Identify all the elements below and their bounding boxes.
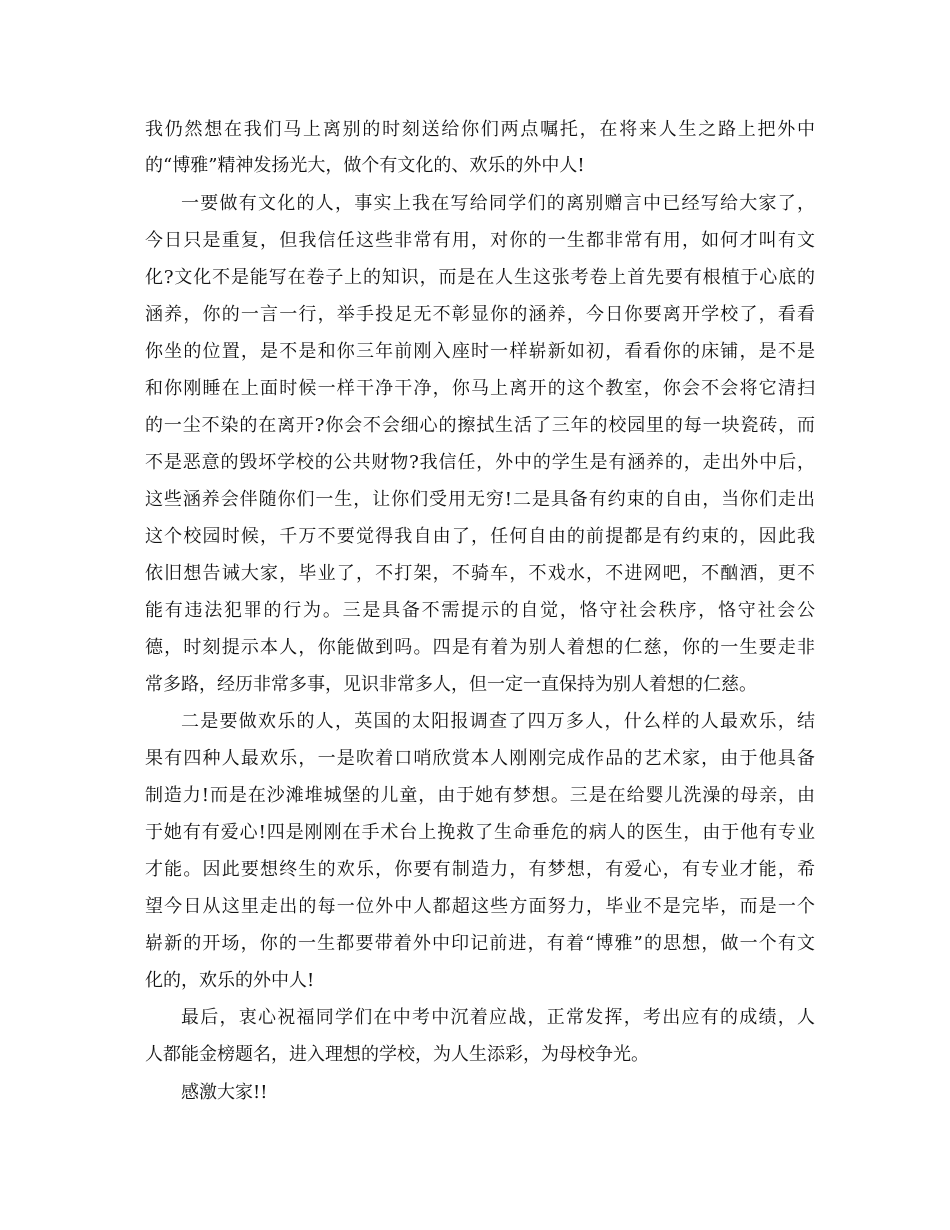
text-line: 今日只是重复，但我信任这些非常有用，对你的一生都非常有用，如何才叫有文 [145,230,815,251]
text-line: 能有违法犯罪的行为。三是具备不需提示的自觉，恪守社会秩序，恪守社会公 [145,600,815,621]
text-line: 德，时刻提示本人，你能做到吗。四是有着为别人着想的仁慈，你的一生要走非 [145,637,815,658]
text-line: 这个校园时候，千万不要觉得我自由了，任何自由的前提都是有约束的，因此我 [145,526,815,547]
text-line: 我仍然想在我们马上离别的时刻送给你们两点嘱托，在将来人生之路上把外中 [145,119,815,140]
text-line: 才能。因此要想终生的欢乐，你要有制造力，有梦想，有爱心，有专业才能，希 [145,859,815,880]
text-line: 依旧想告诫大家，毕业了，不打架，不骑车，不戏水，不进网吧，不酗酒，更不 [145,563,815,584]
text-line: 和你刚睡在上面时候一样干净干净，你马上离开的这个教室，你会不会将它清扫 [145,378,815,399]
text-line: 望今日从这里走出的每一位外中人都超这些方面努力，毕业不是完毕，而是一个 [145,896,815,917]
text-line: 不是恶意的毁坏学校的公共财物?我信任，外中的学生是有涵养的，走出外中后， [145,452,815,473]
text-line: 化?文化不是能写在卷子上的知识，而是在人生这张考卷上首先要有根植于心底的 [145,267,815,288]
paragraph-first-line: 二是要做欢乐的人，英国的太阳报调查了四万多人，什么样的人最欢乐，结 [181,711,815,732]
text-line: 常多路，经历非常多事，见识非常多人，但一定一直保持为别人着想的仁慈。 [145,674,757,695]
text-line: 你坐的位置，是不是和你三年前刚入座时一样崭新如初，看看你的床铺，是不是 [145,341,815,362]
text-line: 的“博雅”精神发扬光大，做个有文化的、欢乐的外中人! [145,155,585,176]
text-line: 化的，欢乐的外中人! [145,970,315,991]
paragraph-first-line: 一要做有文化的人，事实上我在写给同学们的离别赠言中已经写给大家了， [181,193,815,214]
text-line: 涵养，你的一言一行，举手投足无不彰显你的涵养，今日你要离开学校了，看看 [145,304,815,325]
paragraph-first-line: 最后，衷心祝福同学们在中考中沉着应战，正常发挥，考出应有的成绩，人 [181,1007,815,1028]
text-line: 崭新的开场，你的一生都要带着外中印记前进，有着“博雅”的思想，做一个有文 [145,933,815,954]
text-line: 人都能金榜题名，进入理想的学校，为人生添彩，为母校争光。 [145,1044,649,1065]
text-line: 的一尘不染的在离开?你会不会细心的擦拭生活了三年的校园里的每一块瓷砖，而 [145,415,815,436]
text-line: 制造力!而是在沙滩堆城堡的儿童，由于她有梦想。三是在给婴儿洗澡的母亲，由 [145,785,815,806]
text-line: 果有四种人最欢乐，一是吹着口哨欣赏本人刚刚完成作品的艺术家，由于他具备 [145,748,815,769]
closing-line: 感激大家!! [181,1082,268,1103]
text-line: 这些涵养会伴随你们一生，让你们受用无穷!二是具备有约束的自由，当你们走出 [145,489,815,510]
text-line: 于她有有爱心!四是刚刚在手术台上挽救了生命垂危的病人的医生，由于他有专业 [145,822,815,843]
